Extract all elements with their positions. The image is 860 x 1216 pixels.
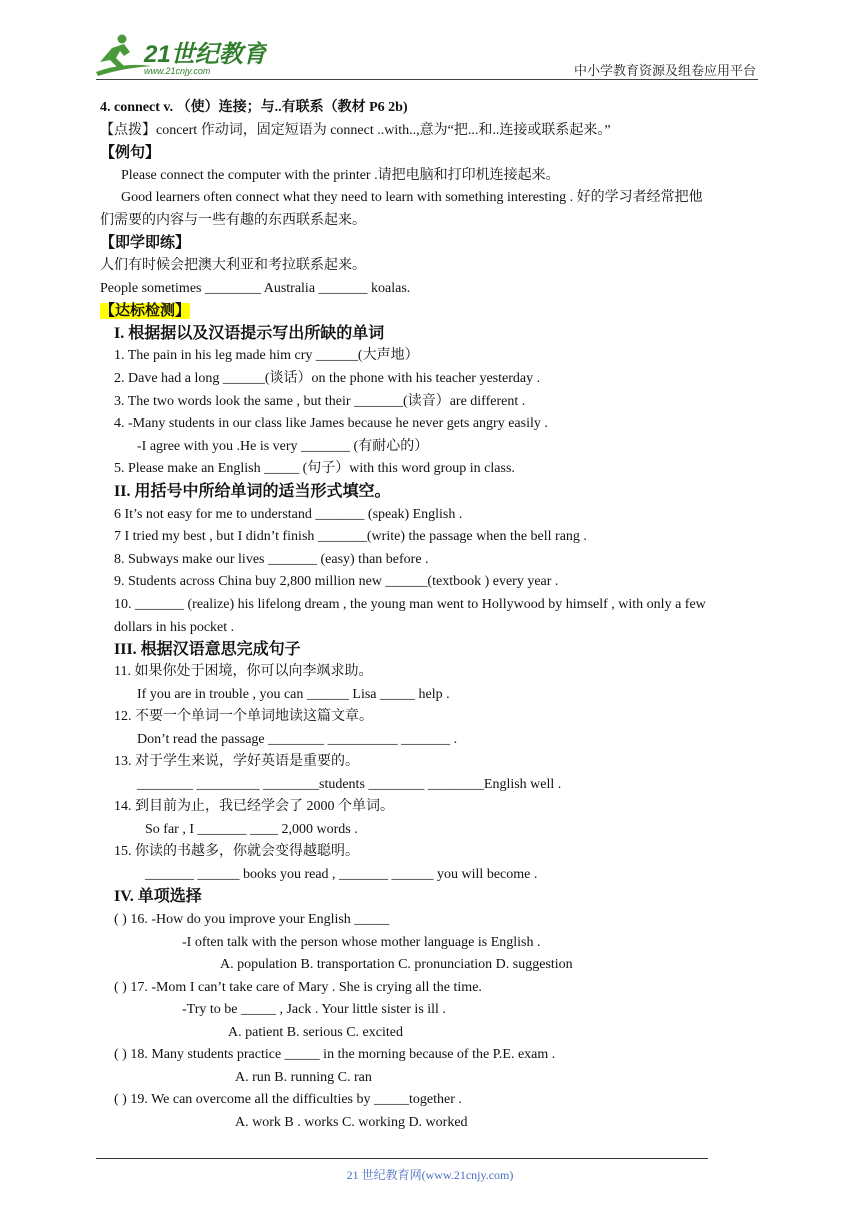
tip-text: 【点拨】concert 作动词，固定短语为 connect ..with..,意为“把...和..连接或联系起来。” [100, 123, 611, 138]
question-14-english: So far , I _______ ____ 2,000 words . [145, 822, 358, 837]
question-12: 12. 不要一个单词一个单词地读这篇文章。 [114, 709, 373, 724]
question-19-options: A. work B . works C. working D. worked [235, 1115, 468, 1130]
question-10: 10. _______ (realize) his lifelong dream , the young man went to Hollywood by himself , with only a few [114, 597, 706, 612]
question-16-options: A. population B. transportation C. pronunciation D. suggestion [220, 957, 573, 972]
question-18: ( ) 18. Many students practice _____ in the morning because of the P.E. exam . [114, 1047, 556, 1062]
example-heading: 【例句】 [100, 145, 161, 161]
test-heading: 【达标检测】 [100, 303, 191, 319]
question-15-english: _______ ______ books you read , _______ ______ you will become . [145, 867, 538, 882]
question-17-options: A. patient B. serious C. excited [228, 1025, 403, 1040]
section-1-title: I. 根据据以及汉语提示写出所缺的单词 [114, 325, 385, 342]
section-2-title: II. 用括号中所给单词的适当形式填空。 [114, 483, 391, 500]
question-9: 9. Students across China buy 2,800 million new ______(textbook ) every year . [114, 574, 559, 589]
practice-chinese: 人们有时候会把澳大利亚和考拉联系起来。 [100, 258, 366, 273]
question-13: 13. 对于学生来说，学好英语是重要的。 [114, 754, 359, 769]
practice-heading: 【即学即练】 [100, 235, 191, 251]
question-19: ( ) 19. We can overcome all the difficulties by _____together . [114, 1092, 462, 1107]
question-15: 15. 你读的书越多，你就会变得越聪明。 [114, 844, 359, 859]
platform-title: 中小学教育资源及组卷应用平台 [573, 63, 756, 78]
practice-english: People sometimes ________ Australia _______ koalas. [100, 281, 411, 296]
page-header [0, 0, 860, 90]
question-17: ( ) 17. -Mom I can’t take care of Mary . She is crying all the time. [114, 980, 482, 995]
question-1: 1. The pain in his leg made him cry ______(大声地） [114, 348, 419, 363]
question-8: 8. Subways make our lives _______ (easy) than before . [114, 552, 429, 567]
example-sentence-2: Good learners often connect what they need to learn with something interesting . 好的学习者经常把他 [121, 190, 703, 205]
section-3-title: III. 根据汉语意思完成句子 [114, 641, 301, 658]
header-divider [96, 79, 758, 80]
question-14: 14. 到目前为止，我已经学会了 2000 个单词。 [114, 799, 394, 814]
question-12-english: Don’t read the passage ________ __________ _______ . [137, 732, 458, 747]
svg-text:21世纪教育: 21世纪教育 [144, 41, 267, 68]
vocab-item-heading: 4. connect v. （使）连接；与..有联系（教材 P6 2b) [100, 100, 408, 115]
question-6: 6 It’s not easy for me to understand _______ (speak) English . [114, 507, 463, 522]
svg-text:www.21cnjy.com: www.21cnjy.com [144, 66, 211, 76]
example-sentence-2-cont: 们需要的内容与一些有趣的东西联系起来。 [100, 213, 366, 228]
question-4: 4. -Many students in our class like James because he never gets angry easily . [114, 416, 548, 431]
question-3: 3. The two words look the same , but their _______(读音）are different . [114, 394, 526, 409]
question-16: ( ) 16. -How do you improve your English _____ [114, 912, 390, 927]
section-4-title: IV. 单项选择 [114, 888, 202, 905]
question-11: 11. 如果你处于困境，你可以向李飒求助。 [114, 664, 373, 679]
question-18-options: A. run B. running C. ran [235, 1070, 372, 1085]
question-10-cont: dollars in his pocket . [114, 620, 235, 635]
question-7: 7 I tried my best , but I didn’t finish _______(write) the passage when the bell rang . [114, 529, 587, 544]
question-5: 5. Please make an English _____ (句子）with this word group in class. [114, 461, 515, 476]
question-4-reply: -I agree with you .He is very _______ (有耐心的） [137, 439, 429, 454]
footer-text: 21 世纪教育网(www.21cnjy.com) [346, 1168, 514, 1182]
question-13-english: ________ _________ ________students ________ ________English well . [137, 777, 562, 792]
question-16-reply: -I often talk with the person whose mother language is English . [182, 935, 541, 950]
site-logo [92, 32, 267, 80]
question-11-english: If you are in trouble , you can ______ Lisa _____ help . [137, 687, 450, 702]
example-sentence-1: Please connect the computer with the printer .请把电脑和打印机连接起来。 [121, 168, 560, 183]
footer-divider [96, 1158, 708, 1159]
question-2: 2. Dave had a long ______(谈话）on the phone with his teacher yesterday . [114, 371, 541, 386]
question-17-reply: -Try to be _____ , Jack . Your little sister is ill . [182, 1002, 446, 1017]
